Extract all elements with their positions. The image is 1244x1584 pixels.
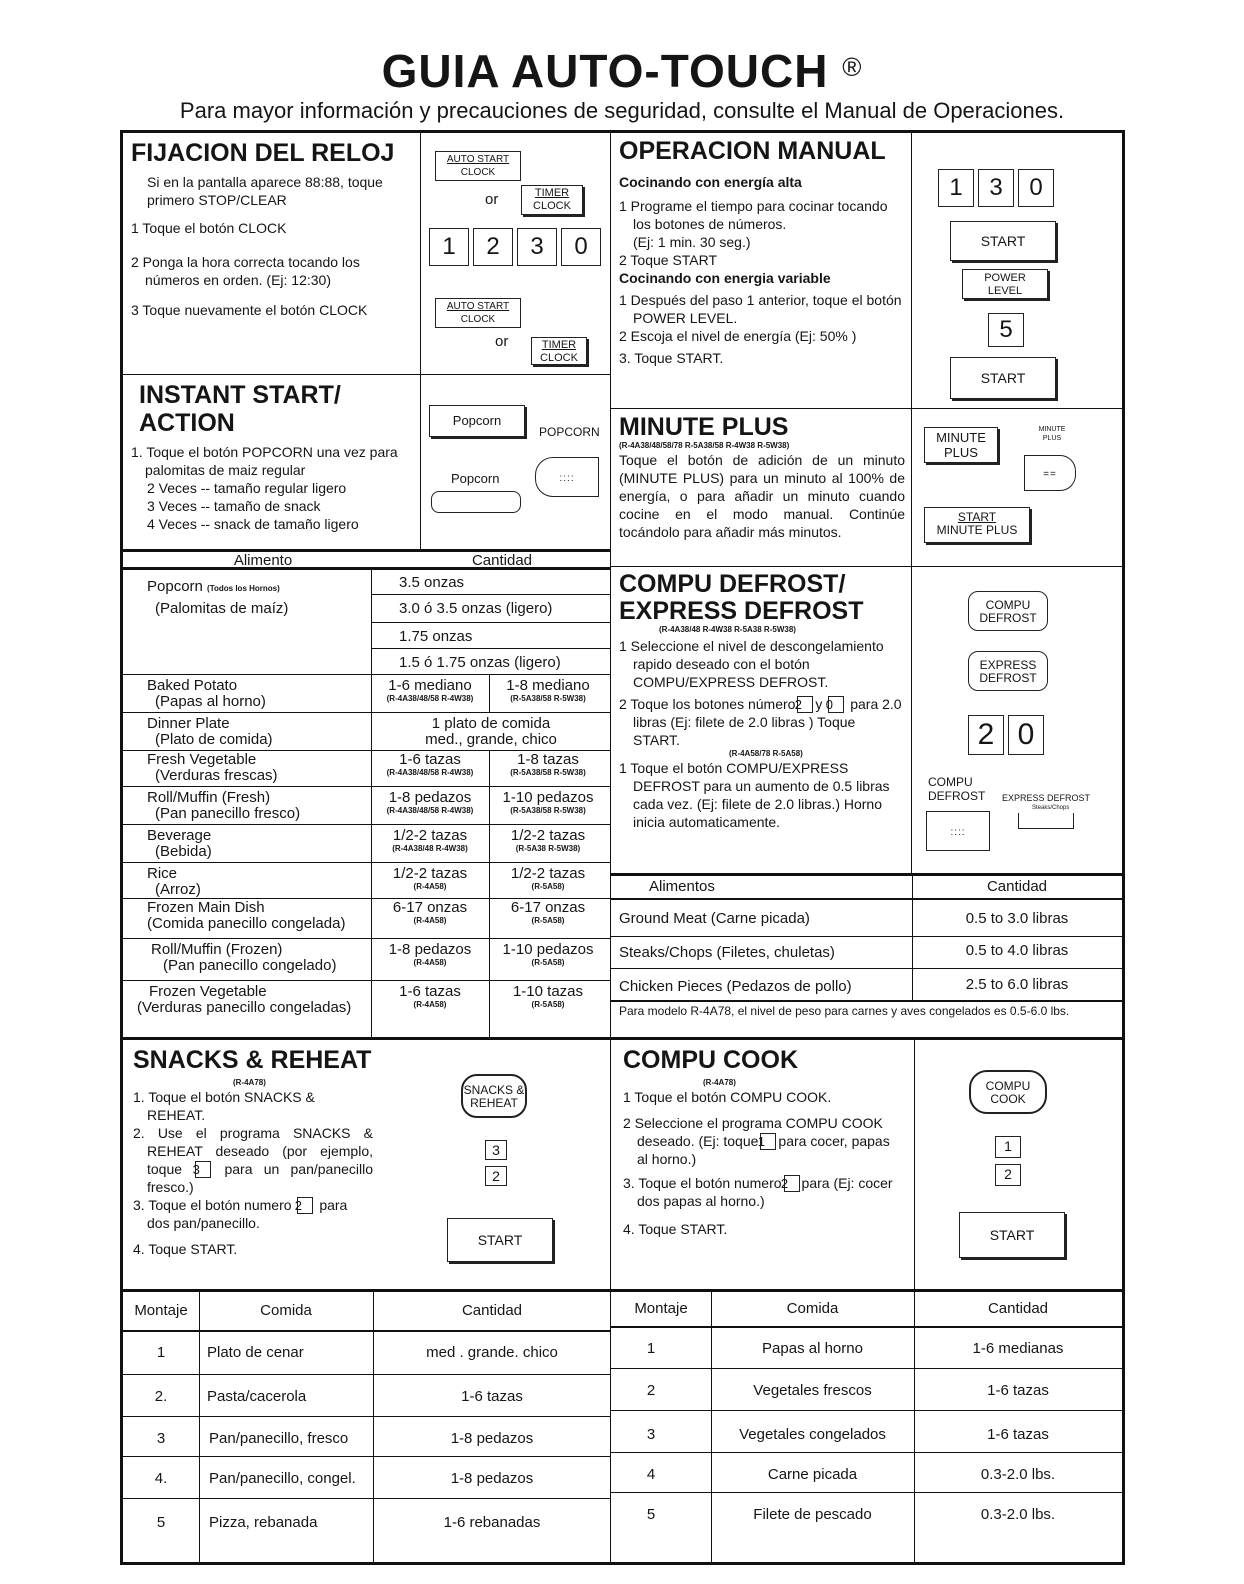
defrost-head-qty: Cantidad [986,878,1048,895]
snacks-r2-qty: 1-6 tazas [461,1388,523,1405]
clock-step-3: 3 Toque nuevamente el botón CLOCK [131,302,368,318]
defrost-qty-2: 0.5 to 4.0 libras [965,942,1069,959]
minute-plus-models: (R-4A38/48/58/78 R-5A38/58 R-4W38 R-5W38) [619,441,790,450]
fresh-veg-qty-b: 1-8 tazas (R-5A38/58 R-5W38) [510,751,586,777]
digit-0[interactable]: 0 [561,228,601,266]
cook-r4-n: 4 [646,1466,656,1483]
snacks-step-1: 1. Toque el botón SNACKS & REHEAT. [133,1089,315,1123]
minute-plus-keys [912,409,1122,567]
frozen-main-qty-a: 6-17 onzas (R-4A58) [392,899,468,925]
defrost-qty-1: 0.5 to 3.0 libras [965,910,1069,927]
clock-intro: Si en la pantalla aparece 88:88, toque primero STOP/CLEAR [147,174,383,208]
popcorn-key-label-2: Popcorn [451,471,500,486]
snacks-section [123,1037,611,1289]
cook-digit-1[interactable]: 1 [995,1136,1021,1158]
beverage-qty-a: 1/2-2 tazas (R-4A38/48 R-4W38) [392,827,468,853]
page-subtitle: Para mayor información y precauciones de seguridad, consulte el Manual de Operaciones. [179,98,1065,123]
cook-step-4: 4. Toque START. [623,1221,728,1237]
cook-title: COMPU COOK [623,1046,798,1074]
defrost-head-food: Alimentos [649,878,715,895]
instant-line-2: 2 Veces -- tamaño regular ligero [147,480,347,496]
snacks-r4-food: Pan/panecillo, congel. [209,1470,356,1487]
frozen-main: Frozen Main Dish (Comida panecillo congelada) [147,899,346,932]
cook-start-button[interactable]: START [959,1212,1065,1258]
snacks-r5-food: Pizza, rebanada [209,1514,318,1531]
fresh-vegetable: Fresh Vegetable (Verduras frescas) [147,751,278,784]
popcorn-name: Popcorn (Todos los Hornos) [147,578,280,595]
auto-start-clock-key-2[interactable]: AUTO START CLOCK [435,298,521,328]
snacks-step-3: 3. Toque el botón numero 2 para dos pan/panecillo. [133,1197,348,1231]
roll-fresh: Roll/Muffin (Fresh) (Pan panecillo fresco) [147,789,301,822]
manual-digit-0[interactable]: 0 [1018,169,1054,207]
compu-cook-key[interactable]: COMPU COOK [969,1070,1047,1114]
roll-frozen-qty-b: 1-10 pedazos (R-5A58) [502,941,594,967]
frozen-veg-qty-a: 1-6 tazas (R-4A58) [399,983,461,1009]
beverage-qty-b: 1/2-2 tazas (R-5A38 R-5W38) [510,827,586,853]
cook-head-cantidad: Cantidad [987,1300,1049,1317]
start-minute-plus-key[interactable]: START MINUTE PLUS [924,507,1030,543]
defrost-note: Para modelo R-4A78, el nivel de peso para carnes y aves congelados es 0.5-6.0 lbs. [619,1004,1070,1018]
header-cantidad: Cantidad [471,552,533,569]
cook-r2-qty: 1-6 tazas [987,1382,1049,1399]
popcorn-pad[interactable] [431,491,521,513]
cook-digit-2[interactable]: 2 [995,1164,1021,1186]
instant-line-3: 3 Veces -- tamaño de snack [147,498,321,514]
minute-plus-small-label: MINUTE PLUS [1038,426,1066,442]
snacks-r3-n: 3 [156,1430,166,1447]
roll-frozen-qty-a: 1-8 pedazos (R-4A58) [388,941,472,967]
rice: Rice (Arroz) [147,865,201,898]
defrost-section [611,567,912,873]
cook-step-2: 2 Seleccione el programa COMPU COOK deseado. (Ej: toque1 para cocer, papas al horno.) [623,1115,890,1167]
cook-r2-n: 2 [646,1382,656,1399]
manual-keys [912,133,1122,409]
compu-defrost-key[interactable]: COMPU DEFROST [968,591,1048,631]
or-label: or [485,191,499,208]
manual-variable-heading: Cocinando con energia variable [619,270,831,286]
defrost-step-2: 2 Toque los botones número2 y 0 para 2.0 libras (Ej: filete de 2.0 libras ) Toque START. [619,696,902,748]
roll-frozen: Roll/Muffin (Frozen) (Pan panecillo congelado) [151,941,337,974]
snacks-start-button[interactable]: START [447,1218,553,1262]
rice-qty-b: 1/2-2 tazas (R-5A58) [510,865,586,891]
clock-section [123,133,421,375]
snacks-r2-n: 2. [154,1388,168,1405]
roll-fresh-qty-b: 1-10 pedazos (R-5A38/58 R-5W38) [502,789,594,815]
manual-title: OPERACION MANUAL [619,137,886,165]
rice-qty-a: 1/2-2 tazas (R-4A58) [392,865,468,891]
snacks-table [123,1289,611,1562]
food-table [123,567,611,1037]
popcorn-key[interactable]: Popcorn [429,405,525,437]
cook-r1-food: Papas al horno [762,1340,863,1357]
cook-table [611,1289,1122,1562]
snacks-r4-n: 4. [154,1470,168,1487]
dinner-plate-qty: 1 plato de comida med., grande, chico [425,715,557,748]
frozen-vegetable: Frozen Vegetable (Verduras panecillo congeladas) [137,983,352,1016]
snacks-digit-3[interactable]: 3 [485,1140,507,1160]
manual-example: (Ej: 1 min. 30 seg.) [633,234,751,250]
popcorn-qty-2: 3.0 ó 3.5 onzas (ligero) [399,600,553,617]
page-title: GUIA AUTO-TOUCH ® [381,45,863,97]
manual-step-1: 1 Programe el tiempo para cocinar tocando los botones de números. [619,198,888,232]
manual-digit-3[interactable]: 3 [978,169,1014,207]
clock-step-1: 1 Toque el botón CLOCK [131,220,287,236]
start-button[interactable]: START [950,221,1056,261]
manual-var-3: 3. Toque START. [619,350,724,366]
snacks-r3-food: Pan/panecillo, fresco [209,1430,349,1447]
manual-step-2: 2 Toque START [619,252,718,268]
or-label-2: or [495,333,509,350]
defrost-qty-3: 2.5 to 6.0 libras [965,976,1069,993]
digit-3[interactable]: 3 [517,228,557,266]
instant-line-4: 4 Veces -- snack de tamaño ligero [147,516,359,532]
popcorn-es: (Palomitas de maíz) [155,600,289,617]
cook-r5-n: 5 [646,1506,656,1523]
popcorn-qty-1: 3.5 onzas [399,574,465,591]
defrost-food-1: Ground Meat (Carne picada) [619,910,810,927]
snacks-r1-n: 1 [156,1344,166,1361]
snacks-digit-2[interactable]: 2 [485,1166,507,1186]
baked-potato-qty-b: 1-8 mediano (R-5A38/58 R-5W38) [506,677,590,703]
snacks-title: SNACKS & REHEAT [133,1046,372,1074]
snacks-r1-qty: med . grande. chico [426,1344,558,1361]
snacks-step-2: 2. Use el programa SNACKS & REHEAT deseado (por ejemplo, toque 3 para un pan/panecillo fresco.) [133,1125,374,1195]
clock-keys [421,133,611,375]
frozen-veg-qty-b: 1-10 tazas (R-5A58) [512,983,584,1009]
minute-plus-title: MINUTE PLUS [619,413,789,441]
popcorn-pad-2[interactable]: :::: [535,457,599,497]
snacks-r4-qty: 1-8 pedazos [450,1470,534,1487]
minute-plus-section [611,409,912,567]
timer-clock-key[interactable]: TIMER CLOCK [521,185,583,215]
manual-digit-1[interactable]: 1 [938,169,974,207]
cook-r2-food: Vegetales frescos [753,1382,872,1399]
snacks-head-comida: Comida [260,1302,312,1319]
defrost-title-1: COMPU DEFROST/ [619,570,846,598]
minute-plus-text: Toque el botón de adición de un minuto (MINUTE PLUS) para un minuto al 100% de energía, o para añadir un minuto cuando cocine en el modo manual. Continúe tocándolo para añadir más minutos. [619,452,905,540]
steaks-label: Steaks/Chops [1032,805,1070,811]
clock-step-2: 2 Ponga la hora correcta tocando los números en orden. (Ej: 12:30) [131,254,360,288]
compu-defrost-label: COMPU DEFROST [928,775,986,803]
clock-title: FIJACION DEL RELOJ [131,139,395,167]
defrost-keys [912,567,1122,873]
digit-2[interactable]: 2 [473,228,513,266]
cook-r5-food: Filete de pescado [753,1506,872,1523]
snacks-r3-qty: 1-8 pedazos [450,1430,534,1447]
manual-var-2: 2 Escoja el nivel de energía (Ej: 50% ) [619,328,857,344]
fresh-veg-qty-a: 1-6 tazas (R-4A38/48/58 R-4W38) [386,751,474,777]
express-defrost-label: EXPRESS DEFROST [1002,793,1091,803]
express-defrost-key[interactable]: EXPRESS DEFROST [968,651,1048,691]
digit-1[interactable]: 1 [429,228,469,266]
snacks-r5-qty: 1-6 rebanadas [443,1514,541,1531]
cook-r4-qty: 0.3-2.0 lbs. [980,1466,1056,1483]
roll-fresh-qty-a: 1-8 pedazos (R-4A38/48/58 R-4W38) [386,789,474,815]
snacks-head-cantidad: Cantidad [461,1302,523,1319]
instant-section [123,375,421,549]
snacks-model: (R-4A78) [233,1078,266,1087]
cook-model: (R-4A78) [703,1078,736,1087]
popcorn-label: POPCORN [539,425,600,439]
minute-plus-key[interactable]: MINUTE PLUS [924,427,998,463]
snacks-head-montaje: Montaje [134,1302,188,1319]
food-table-header [123,549,611,567]
beverage: Beverage (Bebida) [147,827,212,860]
auto-start-clock-key[interactable]: AUTO START CLOCK [435,151,521,181]
timer-clock-key-2[interactable]: TIMER CLOCK [531,337,587,365]
defrost-step-3: 1 Toque el botón COMPU/EXPRESS DEFROST para un aumento de 0.5 libras cada vez. (Ej: filete de 2.0 libras.) Horno inicia automaticamente. [619,760,890,830]
defrost-digit-0[interactable]: 0 [1008,715,1044,755]
instant-step-1: 1. Toque el botón POPCORN una vez para palomitas de maiz regular [131,444,398,478]
snacks-reheat-key[interactable]: SNACKS & REHEAT [461,1074,527,1118]
popcorn-qty-4: 1.5 ó 1.75 onzas (ligero) [399,654,561,671]
snacks-step-4: 4. Toque START. [133,1241,238,1257]
snacks-r2-food: Pasta/cacerola [207,1388,307,1405]
cook-head-comida: Comida [786,1300,839,1317]
snacks-r1-food: Plato de cenar [207,1344,304,1361]
defrost-step-1: 1 Seleccione el nivel de descongelamiento rapido deseado con el botón COMPU/EXPRESS DEFROST. [619,638,884,690]
cook-r3-qty: 1-6 tazas [987,1426,1049,1443]
cook-step-3: 3. Toque el botón numero2 para (Ej: cocer dos papas al horno.) [623,1175,893,1209]
cook-head-montaje: Montaje [634,1300,688,1317]
cook-section [611,1037,1122,1289]
dinner-plate: Dinner Plate (Plato de comida) [147,715,273,748]
baked-potato: Baked Potato (Papas al horno) [147,677,266,710]
popcorn-qty-3: 1.75 onzas [399,628,473,645]
defrost-food-3: Chicken Pieces (Pedazos de pollo) [619,978,852,995]
manual-section [611,133,912,409]
compu-defrost-pad[interactable]: :::: [926,811,990,851]
header-alimento: Alimento [233,552,293,569]
baked-potato-qty-a: 1-6 mediano (R-4A38/48/58 R-4W38) [386,677,474,703]
cook-r5-qty: 0.3-2.0 lbs. [980,1506,1056,1523]
cook-r3-food: Vegetales congelados [739,1426,886,1443]
guide-frame [120,130,1125,1565]
defrost-food-2: Steaks/Chops (Filetes, chuletas) [619,944,835,961]
cook-r3-n: 3 [646,1426,656,1443]
instant-title-1: INSTANT START/ [139,381,341,409]
minute-plus-pad[interactable]: == [1024,455,1076,491]
manual-digit-5[interactable]: 5 [988,313,1024,347]
manual-high-heading: Cocinando con energía alta [619,174,802,190]
manual-var-1: 1 Después del paso 1 anterior, toque el botón POWER LEVEL. [619,292,902,326]
defrost-title-2: EXPRESS DEFROST [619,597,864,625]
express-defrost-pad[interactable] [1018,813,1074,829]
cook-r1-qty: 1-6 medianas [972,1340,1064,1357]
instant-title-2: ACTION [139,409,235,437]
defrost-models-2: (R-4A58/78 R-5A58) [729,749,803,758]
instant-keys [421,375,611,549]
start-button-2[interactable]: START [950,357,1056,399]
cook-r4-food: Carne picada [767,1466,858,1483]
cook-step-1: 1 Toque el botón COMPU COOK. [623,1089,832,1105]
snacks-r5-n: 5 [156,1514,166,1531]
frozen-main-qty-b: 6-17 onzas (R-5A58) [510,899,586,925]
power-level-key[interactable]: POWER LEVEL [962,269,1048,299]
defrost-models: (R-4A38/48 R-4W38 R-5A38 R-5W38) [659,625,796,634]
defrost-digit-2[interactable]: 2 [968,715,1004,755]
cook-r1-n: 1 [646,1340,656,1357]
defrost-table [611,873,1122,1037]
